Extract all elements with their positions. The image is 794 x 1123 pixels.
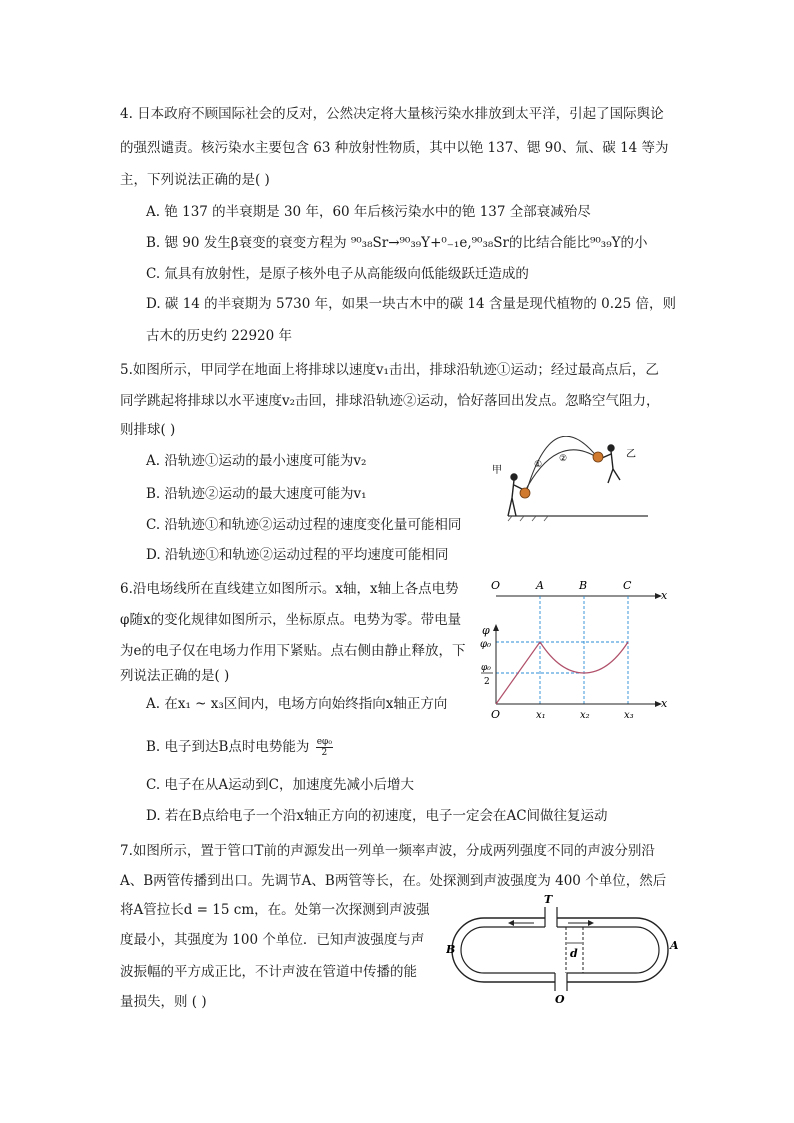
point-a-label: A (536, 579, 544, 592)
ball-start (520, 488, 530, 498)
phi-axis-arrow (493, 624, 499, 631)
volleyball-figure (478, 436, 674, 524)
outlet-gap (555, 969, 567, 987)
q7-stem-line-4: 度最小，其强度为 100 个单位．已知声波强度与声 (120, 932, 425, 948)
q7-stem-line-5: 波振幅的平方成正比，不计声波在管道中传播的能 (120, 964, 417, 980)
q6-option-b (146, 735, 333, 758)
person-jia-label: 甲 (492, 465, 502, 476)
q5-option-c: C. 沿轨迹①和轨迹②运动过程的速度变化量可能相同 (146, 517, 462, 533)
q5-option-b: B. 沿轨迹②运动的最大速度可能为v₁ (146, 486, 367, 502)
trajectory-2-label: ② (559, 454, 568, 464)
half-phi0-denominator: 2 (484, 677, 490, 687)
point-o-label: O (491, 579, 501, 592)
q4-stem-line-3: 主，下列说法正确的是( ) (120, 172, 270, 188)
fraction-numerator: eφ₀ (316, 737, 332, 747)
tube-figure (446, 893, 680, 1005)
q7-stem-line-2: A、B两管传播到出口。先调节A、B两管等长，在。处探测到声波强度为 400 个单位，然后 (120, 873, 667, 889)
x3-label: x₃ (624, 710, 634, 721)
trajectory-1-label: ① (534, 460, 543, 470)
tube-a-label: A (670, 939, 679, 952)
arrow-left-head (508, 920, 514, 926)
q5-option-a: A. 沿轨迹①运动的最小速度可能为v₂ (146, 453, 367, 469)
q6-option-a: A. 在x₁ ~ x₃区间内，电场方向始终指向x轴正方向 (146, 696, 448, 712)
x2-label: x₂ (580, 710, 590, 721)
q6-stem-line-1: 6.沿电场线所在直线建立如图所示。x轴，x轴上各点电势 (120, 581, 459, 597)
arrow-right-head (588, 920, 594, 926)
q6-stem-line-3: 为e的电子仅在电场力作用下紧贴。点右侧由静止释放，下 (120, 643, 466, 659)
q5-stem-line-3: 则排球( ) (120, 422, 176, 438)
inner-tube (461, 927, 659, 973)
half-phi0-numerator: φ₀ (481, 663, 491, 673)
q7-stem-line-6: 量损失，则 ( ) (120, 994, 207, 1010)
q7-stem-line-1: 7.如图所示，置于管口T前的声源发出一列单一频率声波，分成两列强度不同的声波分别沿 (120, 843, 655, 859)
x1-label: x₁ (536, 710, 546, 721)
q6-option-d: D. 若在B点给电子一个沿x轴正方向的初速度，电子一定会在AC间做往复运动 (146, 808, 608, 824)
q4-option-b: B. 锶 90 发生β衰变的衰变方程为 ⁹⁰₃₈Sr→⁹⁰₃₉Y+⁰₋₁e,⁹⁰₃₈Sr的比结合能比⁹⁰₃₉Y的小 (146, 235, 648, 251)
q4-stem-line-1: 4. 日本政府不顾国际社会的反对，公然决定将大量核污染水排放到太平洋，引起了国际舆论 (120, 106, 664, 122)
q4-stem-line-2: 的强烈谴责。核污染水主要包含 63 种放射性物质，其中以铯 137、锶 90、氚、碳 14 等为 (120, 140, 669, 156)
q7-stem-line-3: 将A管拉长d = 15 cm，在。处第一次探测到声波强 (120, 902, 430, 918)
inlet-t-label: T (544, 893, 553, 906)
potential-graph (480, 576, 670, 726)
origin-label: O (491, 708, 501, 721)
phi0-tick-label: φ₀ (480, 639, 492, 650)
q5-stem-line-1: 5.如图所示，甲同学在地面上将排球以速度v₁击出，排球沿轨迹①运动；经过最高点后，乙 (120, 362, 659, 378)
q6-option-b-fraction (316, 737, 333, 758)
q4-option-a: A. 铯 137 的半衰期是 30 年，60 年后核污染水中的铯 137 全部衰减殆尽 (146, 204, 591, 220)
point-c-label: C (623, 579, 632, 592)
person-yi (602, 445, 620, 483)
outlet-o-label: O (555, 993, 565, 1005)
inlet-gap (545, 913, 557, 931)
ball-top (593, 452, 603, 462)
fraction-denominator: 2 (321, 748, 328, 758)
bottom-axis-x-label: x (661, 697, 668, 710)
phi-axis-label: φ (482, 624, 490, 637)
q6-option-b-text: B. 电子到达B点时电势能为 (146, 739, 310, 755)
point-b-label: B (579, 579, 588, 592)
q5-option-d: D. 沿轨迹①和轨迹②运动过程的平均速度可能相同 (146, 547, 449, 563)
q4-option-c: C. 氚具有放射性，是原子核外电子从高能级向低能级跃迁造成的 (146, 266, 529, 282)
guide-lines (496, 596, 628, 704)
q5-stem-line-2: 同学跳起将排球以水平速度v₂击回，排球沿轨迹②运动，恰好落回出发点。忽略空气阻力， (120, 393, 660, 409)
q6-stem-line-2: φ随x的变化规律如图所示，坐标原点。电势为零。带电量 (120, 612, 462, 628)
q4-option-d-cont: 古木的历史约 22920 年 (146, 328, 293, 344)
q6-stem-line-4: 列说法正确的是( ) (120, 668, 230, 684)
q4-option-d: D. 碳 14 的半衰期为 5730 年，如果一块古木中的碳 14 含量是现代植物的 0.25 倍，则 (146, 296, 677, 312)
ground-hatch (508, 516, 548, 521)
tube-b-label: B (446, 943, 456, 956)
d-label: d (570, 947, 578, 960)
person-yi-label: 乙 (626, 449, 636, 460)
top-axis-x-label: x (661, 589, 668, 602)
q6-option-c: C. 电子在从A运动到C，加速度先减小后增大 (146, 777, 415, 793)
